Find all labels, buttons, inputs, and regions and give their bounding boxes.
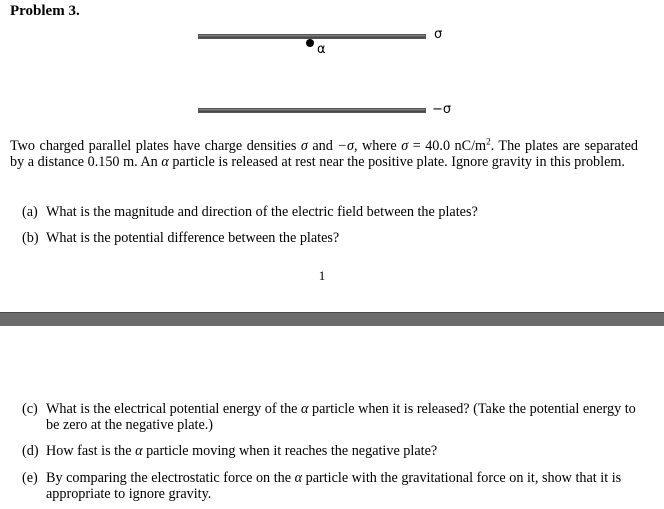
- negative-plate: [198, 108, 426, 113]
- question-a: (a) What is the magnitude and direction of the electric field between the plates?: [22, 204, 478, 220]
- positive-plate: [198, 34, 426, 39]
- page-divider: [0, 312, 664, 326]
- page-number: 1: [318, 268, 326, 283]
- problem-statement: Two charged parallel plates have charge densities σ and −σ, where σ = 40.0 $nC/m^2$. The plates are separated by a distance 0.150 m. An α particle is released at rest near the positive plate. Ignore gravity in this problem.: [10, 136, 638, 170]
- alpha-particle-dot: [306, 39, 314, 47]
- positive-plate-label: σ: [434, 27, 443, 42]
- alpha-particle-label: α: [317, 42, 326, 57]
- page-2: [0, 326, 664, 509]
- question-d: (d) How fast is the α particle moving when it reaches the negative plate?: [22, 443, 438, 459]
- negative-plate-label: −σ: [432, 102, 452, 117]
- question-e: (e) By comparing the electrostatic force on the α particle with the gravitational force on it, show that it is appropriate to ignore gravity.: [22, 470, 622, 502]
- question-b: (b) What is the potential difference between the plates?: [22, 230, 340, 246]
- problem-heading: Problem 3.: [10, 3, 80, 19]
- question-c: (c) What is the electrical potential energy of the α particle when it is released? (Take the potential energy to be zero at the negative plate.): [22, 401, 636, 433]
